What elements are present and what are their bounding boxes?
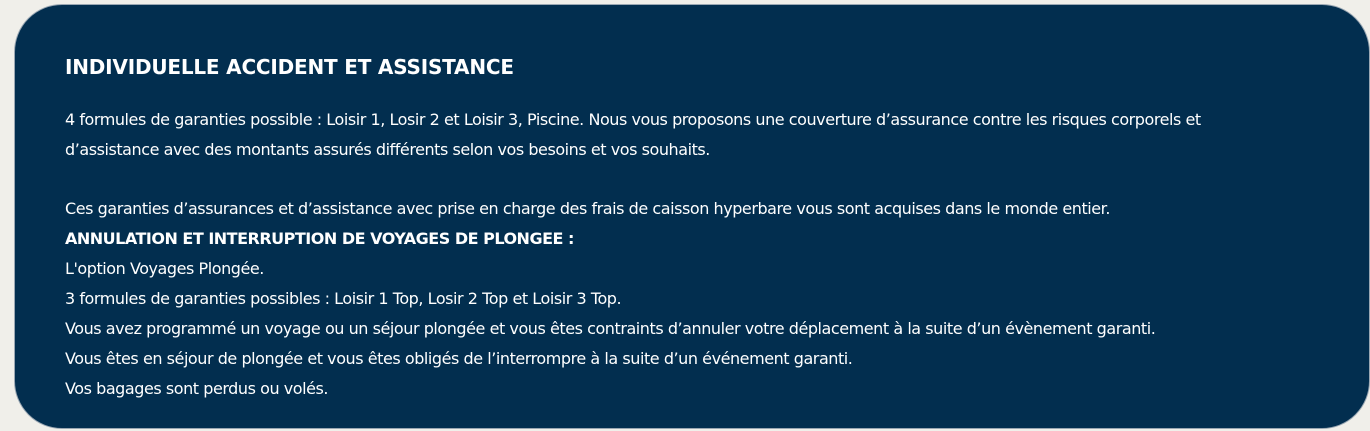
- intro-line-1: 4 formules de garanties possible : Loisir 1, Losir 2 et Loisir 3, Piscine. Nous vous proposons une couverture d’assurance contre les risques corporels et: [65, 110, 1201, 129]
- interrupt-text: Vous êtes en séjour de plongée et vous êtes obligés de l’interrompre à la suite d’un événement garanti.: [65, 349, 853, 368]
- card-title: INDIVIDUELLE ACCIDENT ET ASSISTANCE: [65, 55, 514, 79]
- cancellation-heading: ANNULATION ET INTERRUPTION DE VOYAGES DE PLONGEE :: [65, 229, 574, 248]
- paragraph-spacer: [65, 165, 1329, 194]
- option-text: L'option Voyages Plongée.: [65, 259, 264, 278]
- cancel-text: Vous avez programmé un voyage ou un séjour plongée et vous êtes contraints d’annuler votre déplacement à la suite d’un évènement garanti.: [65, 319, 1156, 338]
- formulas-text: 3 formules de garanties possibles : Loisir 1 Top, Losir 2 Top et Loisir 3 Top.: [65, 289, 622, 308]
- intro-line-2: d’assistance avec des montants assurés différents selon vos besoins et vos souhaits.: [65, 140, 710, 159]
- luggage-text: Vos bagages sont perdus ou volés.: [65, 379, 329, 398]
- insurance-info-card: [14, 4, 1370, 429]
- worldwide-coverage-text: Ces garanties d’assurances et d’assistance avec prise en charge des frais de caisson hyperbare vous sont acquises dans le monde entier.: [65, 199, 1110, 218]
